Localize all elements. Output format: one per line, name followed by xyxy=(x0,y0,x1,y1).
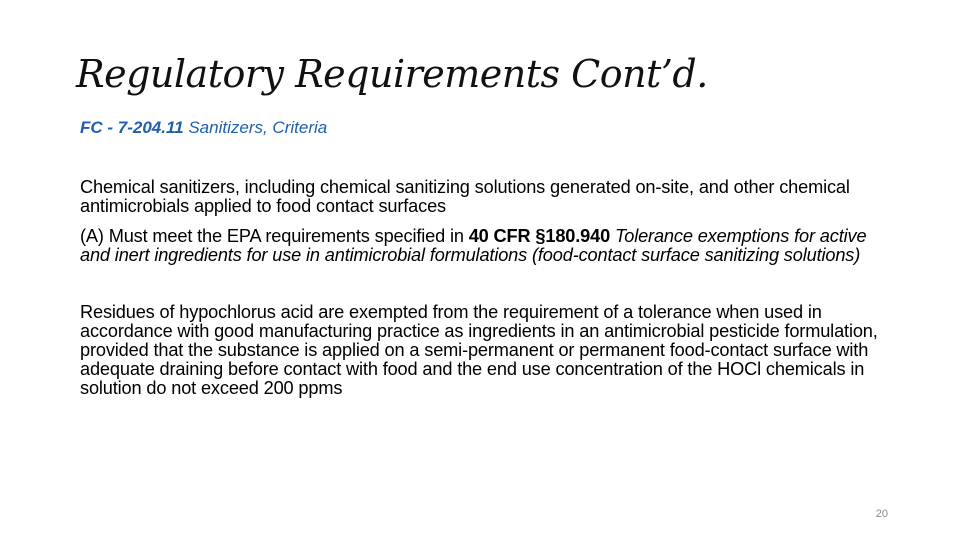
paragraph-epa-requirements xyxy=(80,227,900,265)
paragraph-hypochlorous-residues: Residues of hypochlorus acid are exempted from the requirement of a tolerance when used in accordance with good manufacturing practice as ingredients in an antimicrobial pesticide formulation, provided that the substance is applied on a semi-permanent or permanent food-contact surface with adequate draining before contact with food and the end use concentration of the HOCl chemicals in solution do not exceed 200 ppms xyxy=(80,302,878,398)
regulation-subtitle xyxy=(80,118,327,138)
slide-title: Regulatory Requirements Cont’d. xyxy=(76,52,708,96)
paragraph-chemical-sanitizers: Chemical sanitizers, including chemical sanitizing solutions generated on-site, and other chemical antimicrobials applied to food contact surfaces xyxy=(80,177,850,216)
slide-body xyxy=(80,178,900,398)
cfr-citation: 40 CFR §180.940 xyxy=(468,226,611,246)
tolerance-exemption-text: Tolerance exemptions for active and inert ingredients for use in antimicrobial formulations (food-contact surface sanitizing solutions) xyxy=(80,226,867,265)
regulation-subtitle-text: Sanitizers, Criteria xyxy=(183,118,328,137)
epa-requirement-prefix: (A) Must meet the EPA requirements specified in xyxy=(80,226,469,246)
page-number: 20 xyxy=(875,508,888,520)
regulation-code: FC - 7-204.11 xyxy=(80,118,184,137)
